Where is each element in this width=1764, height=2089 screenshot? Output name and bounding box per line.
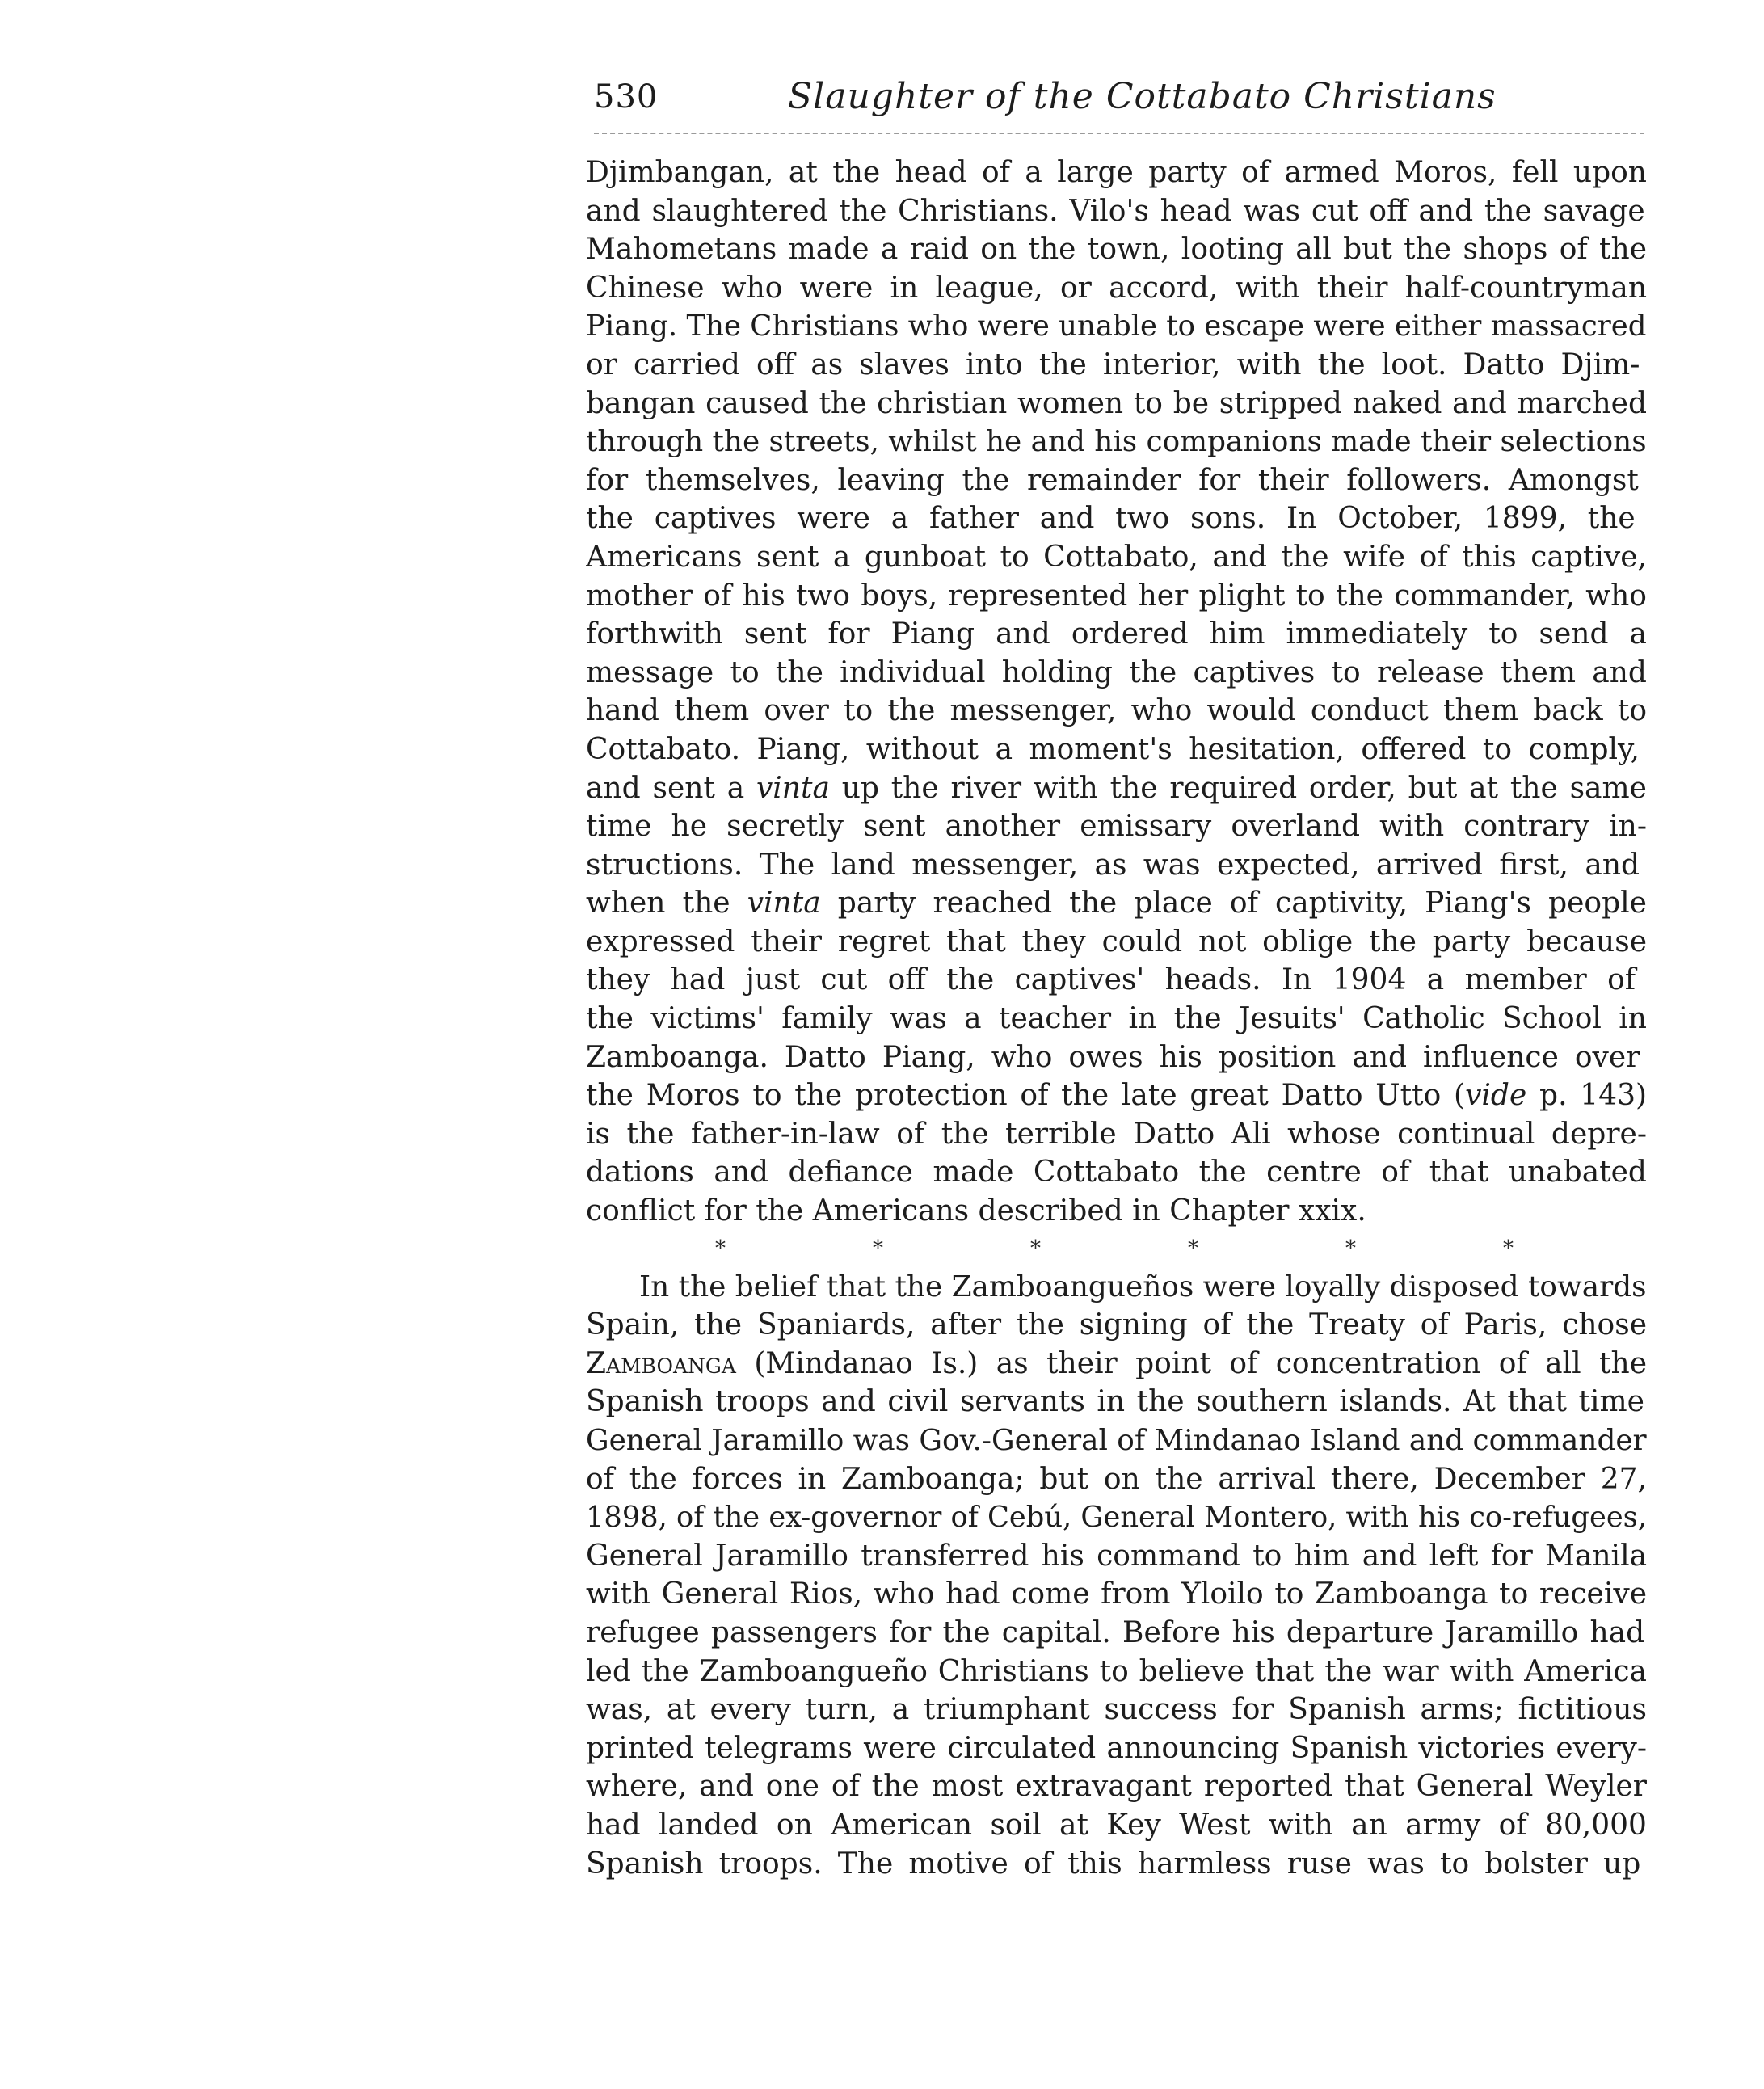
text-line: General Jaramillo transferred his command to him and left for Manila — [586, 1539, 1647, 1573]
text-line: the victims' family was a teacher in the Jesuits' Catholic School in — [586, 1002, 1647, 1036]
text-line: and sent a vinta up the river with the required order, but at the same — [586, 771, 1647, 805]
text-line: Djimbangan, at the head of a large party of armed Moros, fell upon — [586, 156, 1647, 189]
text-line: expressed their regret that they could not oblige the party because — [586, 924, 1647, 958]
text-line: for themselves, leaving the remainder for their followers. Amongst — [586, 463, 1639, 497]
paragraph-1-lines-a — [586, 154, 1647, 769]
italic-term: vinta — [747, 887, 821, 920]
italic-term: vide — [1465, 1079, 1527, 1113]
text-line: with General Rios, who had come from Yloilo to Zamboanga to receive — [586, 1577, 1647, 1611]
small-caps-term: Zamboanga — [586, 1346, 736, 1380]
text-line: mother of his two boys, represented her plight to the commander, who — [586, 579, 1647, 613]
text-line: of the forces in Zamboanga; but on the arrival there, December 27, — [586, 1462, 1647, 1496]
text-line: hand them over to the messenger, who would conduct them back to — [586, 694, 1647, 728]
running-head — [594, 69, 1644, 125]
asterisk: * — [1503, 1236, 1514, 1261]
text-line: Spanish troops and civil servants in the southern islands. At that time — [586, 1385, 1644, 1419]
text-line: Cottabato. Piang, without a moment's hesitation, offered to comply, — [586, 732, 1640, 766]
paragraph-1-lines-d — [586, 1115, 1647, 1231]
text-line: Zamboanga (Mindanao Is.) as their point of concentration of all the — [586, 1346, 1647, 1380]
text-line: is the father-in-law of the terrible Datto Ali whose continual depre- — [586, 1117, 1647, 1151]
text-line: structions. The land messenger, as was expected, arrived first, and — [586, 848, 1640, 882]
text-line: 1898, of the ex-governor of Cebú, General Montero, with his co-refugees, — [586, 1501, 1647, 1535]
text-line: printed telegrams were circulated announcing Spanish victories every- — [586, 1731, 1647, 1765]
italic-term: vinta — [756, 771, 830, 805]
text-line: the Moros to the protection of the late great Datto Utto (vide p. 143) — [586, 1079, 1647, 1113]
text-line: or carried off as slaves into the interior, with the loot. Datto Djim- — [586, 347, 1640, 381]
paragraph-1-lines-b — [586, 807, 1647, 884]
text-line: Zamboanga. Datto Piang, who owes his position and influence over — [586, 1040, 1640, 1074]
header-rule — [594, 133, 1644, 134]
text-line-indented: In the belief that the Zamboangueños were loyally disposed towards — [639, 1270, 1647, 1304]
paragraph-1-lines-c — [586, 923, 1647, 1076]
paragraph-1 — [586, 154, 1647, 1231]
text-line: conflict for the Americans described in Chapter xxix. — [586, 1194, 1366, 1228]
page-number: 530 — [594, 78, 659, 116]
asterisk: * — [1030, 1236, 1041, 1261]
text-line: bangan caused the christian women to be stripped naked and marched — [586, 386, 1647, 420]
text-line: Spain, the Spaniards, after the signing of the Treaty of Paris, chose — [586, 1308, 1647, 1342]
text-line: they had just cut off the captives' heads. In 1904 a member of — [586, 963, 1636, 997]
asterisk: * — [715, 1236, 726, 1261]
text-line: Chinese who were in league, or accord, with their half-countryman — [586, 271, 1647, 305]
text-line: message to the individual holding the captives to release them and — [586, 655, 1647, 689]
paragraph-2-lines — [586, 1383, 1647, 1883]
asterisk: * — [873, 1236, 883, 1261]
text-line: was, at every turn, a triumphant success for Spanish arms; fictitious — [586, 1693, 1647, 1727]
running-title: Slaughter of the Cottabato Christians — [788, 76, 1497, 117]
text-line: the captives were a father and two sons. In October, 1899, the — [586, 502, 1636, 536]
text-line: refugee passengers for the capital. Before his departure Jaramillo had — [586, 1615, 1645, 1649]
text-line: through the streets, whilst he and his companions made their selections — [586, 425, 1647, 459]
asterisk: * — [1345, 1236, 1356, 1261]
text-line: Mahometans made a raid on the town, looting all but the shops of the — [586, 233, 1647, 267]
body-text — [586, 154, 1647, 1883]
text-line: and slaughtered the Christians. Vilo's head was cut off and the savage — [586, 194, 1645, 228]
paragraph-2 — [586, 1268, 1647, 1884]
text-line: Americans sent a gunboat to Cottabato, and the wife of this captive, — [586, 540, 1647, 574]
text-line: forthwith sent for Piang and ordered him immediately to send a — [586, 617, 1647, 651]
section-break-asterism — [586, 1232, 1647, 1265]
text-line: when the vinta party reached the place of captivity, Piang's people — [586, 887, 1647, 920]
text-line: dations and defiance made Cottabato the centre of that unabated — [586, 1156, 1647, 1190]
text-line: where, and one of the most extravagant reported that General Weyler — [586, 1770, 1647, 1804]
text-line: time he secretly sent another emissary overland with contrary in- — [586, 810, 1647, 844]
text-line: Spanish troops. The motive of this harmless ruse was to bolster up — [586, 1847, 1641, 1881]
text-line: had landed on American soil at Key West with an army of 80,000 — [586, 1808, 1647, 1842]
text-line: Piang. The Christians who were unable to escape were either massacred — [586, 310, 1647, 343]
text-line: General Jaramillo was Gov.-General of Mindanao Island and commander — [586, 1424, 1647, 1457]
asterisk: * — [1188, 1236, 1198, 1261]
text-line: led the Zamboangueño Christians to believe that the war with America — [586, 1654, 1647, 1688]
